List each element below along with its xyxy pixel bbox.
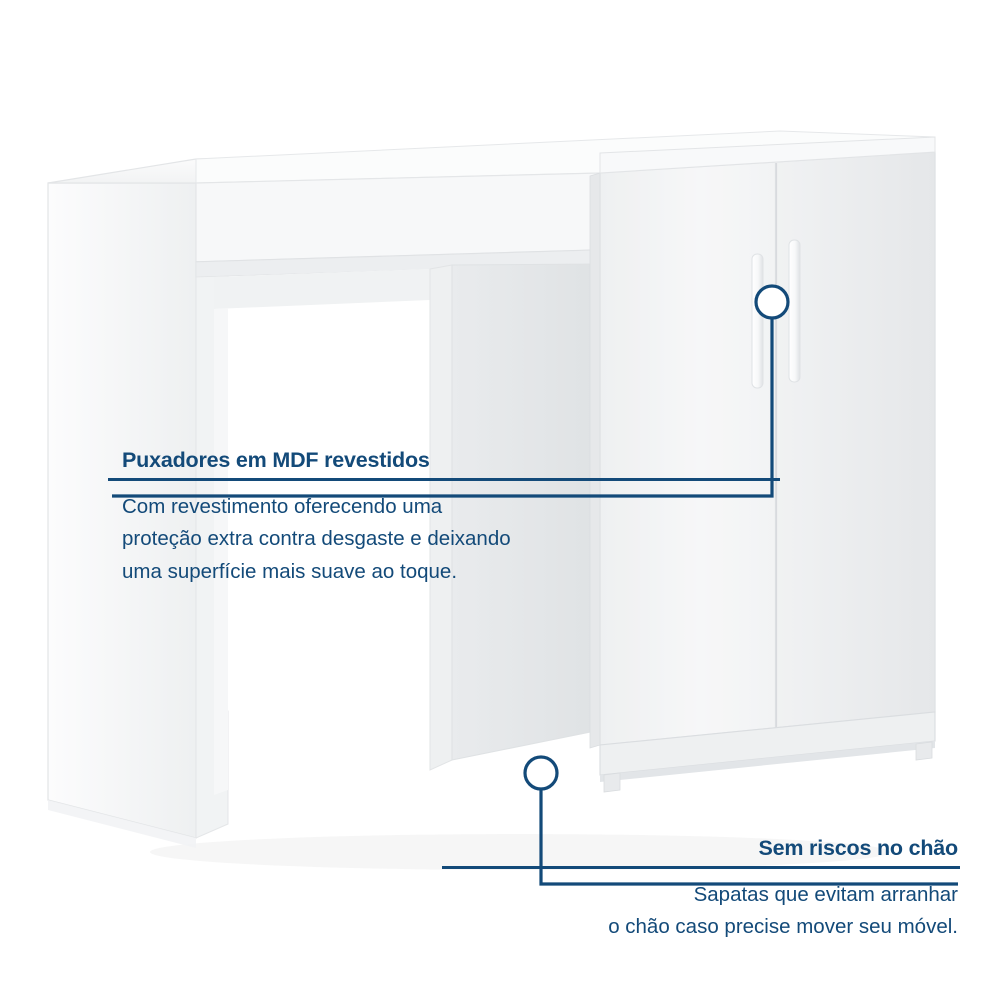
callout-puxadores-body: [108, 481, 642, 588]
callout-puxadores-title: Puxadores em MDF revestidos: [122, 448, 430, 472]
callout-sapatas-title: Sem riscos no chão: [758, 836, 958, 860]
callout-puxadores: [108, 448, 648, 588]
callout-sapatas-body: [440, 869, 960, 944]
callout-sapatas-body-line-2: o chão caso precise mover seu móvel.: [608, 915, 958, 939]
callout-sapatas-body-line-1: Sapatas que evitam arranhar: [693, 883, 958, 906]
callout-puxadores-body-line-2: proteção extra contra desgaste e deixando: [122, 527, 511, 551]
callout-sapatas: [440, 836, 960, 944]
callout-puxadores-body-line-1: Com revestimento oferecendo uma: [122, 495, 443, 518]
callout-puxadores-body-line-3: uma superfície mais suave ao toque.: [122, 559, 458, 583]
